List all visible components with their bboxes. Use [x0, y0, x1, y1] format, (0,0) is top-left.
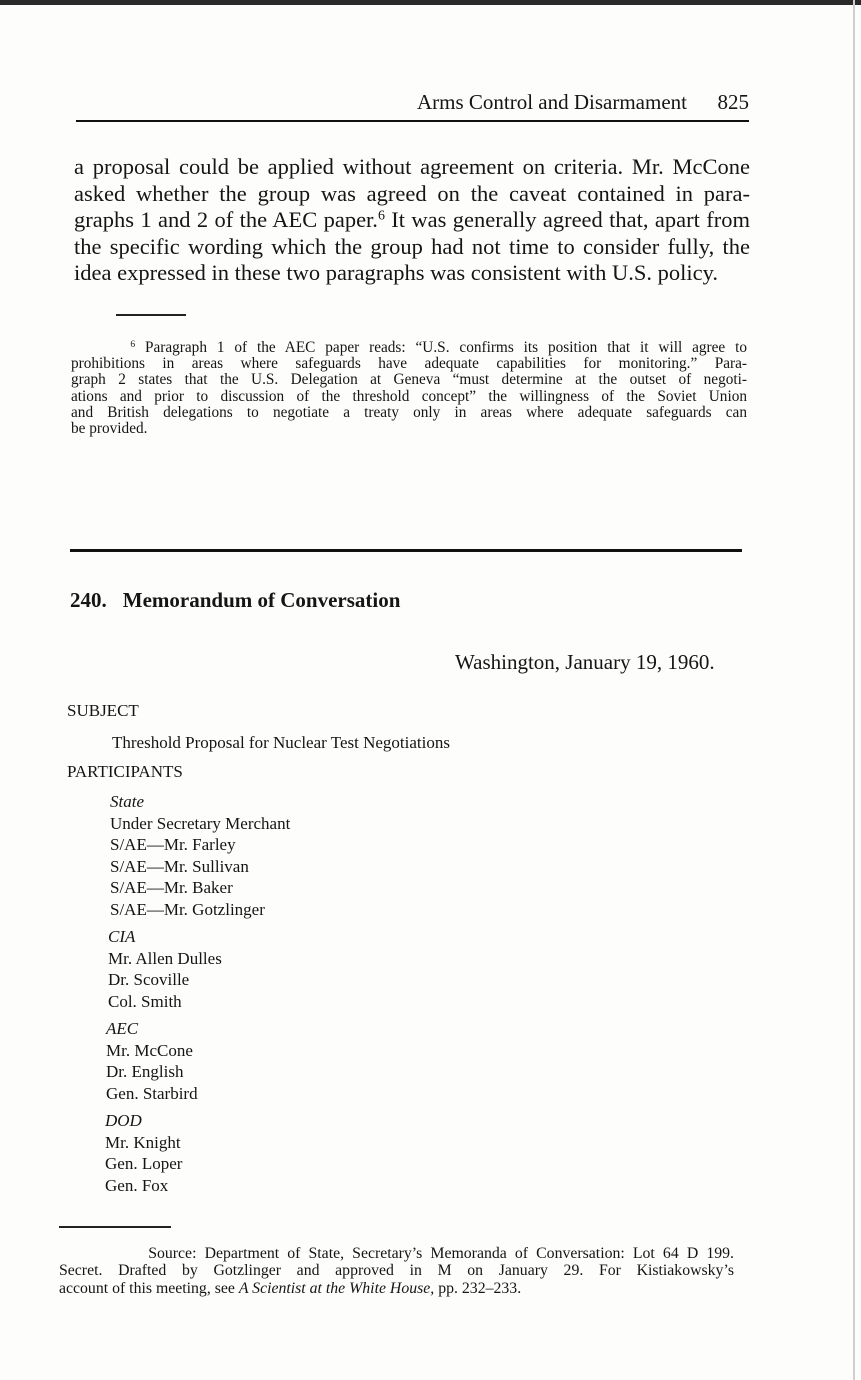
source-line: account of this meeting, see A Scientist at the White House, pp. 232–233. — [59, 1279, 522, 1297]
document-title: Memorandum of Conversation — [122, 588, 401, 612]
paragraph-line-start: graphs 1 and 2 of the AEC paper. — [74, 207, 378, 232]
participant: S/AE—Mr. Baker — [110, 878, 233, 897]
subject-label: SUBJECT — [67, 701, 139, 720]
source-note — [59, 1245, 734, 1297]
document-number: 240. — [70, 588, 107, 612]
source-line: Secret. Drafted by Gotzlinger and approved in M on January 29. For Kistiakowsky’s — [59, 1262, 734, 1280]
participant: Dr. English — [106, 1062, 184, 1081]
running-header-title: Arms Control and Disarmament — [416, 90, 687, 114]
source-line: Source: Department of State, Secretary’s Memoranda of Conversation: Lot 64 D 199. — [148, 1245, 734, 1262]
paragraph-line-end: It was generally agreed that, apart from — [391, 207, 750, 232]
footnote-reference: 6 — [377, 208, 385, 224]
participant: Dr. Scoville — [108, 970, 190, 989]
participant: Gen. Loper — [105, 1154, 183, 1173]
footnote-line: $^6$ Paragraph 1 of the AEC paper reads: “U.S. confirms its position that it will agree to — [130, 339, 747, 356]
participant: S/AE—Mr. Farley — [110, 835, 236, 854]
dateline: Washington, January 19, 1960. — [455, 650, 715, 674]
subject-text: Threshold Proposal for Nuclear Test Negotiations — [112, 733, 450, 752]
participant: S/AE—Mr. Gotzlinger — [110, 899, 265, 919]
participants-list — [105, 791, 291, 1196]
footnote-divider — [116, 314, 186, 316]
footnote-line: graph 2 states that the U.S. Delegation at Geneva “must determine at the outset of negoti- — [71, 371, 747, 389]
paragraph-line — [74, 207, 750, 234]
source-divider — [59, 1226, 171, 1228]
footnote-line: be provided. — [71, 420, 148, 438]
section-divider — [70, 549, 742, 552]
participant: Mr. Knight — [105, 1132, 181, 1152]
page-top-edge — [0, 0, 861, 5]
book-title: A Scientist at the White House, — [238, 1279, 435, 1297]
running-header — [76, 88, 749, 122]
document-heading — [70, 588, 400, 613]
page-right-edge — [853, 0, 855, 1380]
paragraph-line: a proposal could be applied without agreement on criteria. Mr. McCone — [74, 154, 750, 179]
participants-label: PARTICIPANTS — [67, 762, 183, 781]
participant: S/AE—Mr. Sullivan — [110, 856, 249, 876]
participant: Mr. McCone — [106, 1040, 193, 1060]
group-name: DOD — [105, 1111, 142, 1130]
participant: Col. Smith — [108, 991, 182, 1011]
participant-group-state — [110, 791, 290, 920]
participant-group-dod — [105, 1110, 290, 1196]
footnote-line: prohibitions in areas where safeguards have adequate capabilities for monitoring.” Para- — [71, 355, 747, 373]
group-name: AEC — [106, 1019, 139, 1038]
paragraph-line: asked whether the group was agreed on the caveat contained in para- — [74, 180, 750, 206]
group-name: CIA — [108, 927, 136, 946]
footnote — [71, 340, 747, 437]
paragraph-line: idea expressed in these two paragraphs was consistent with U.S. policy. — [74, 260, 719, 285]
paragraph-line: the specific wording which the group had not time to consider fully, the — [74, 233, 750, 259]
body-paragraph — [74, 154, 750, 287]
participant: Gen. Starbird — [106, 1083, 198, 1103]
footnote-number: 6 — [130, 339, 136, 350]
footnote-line: ations and prior to discussion of the threshold concept” the willingness of the Soviet Union — [71, 387, 747, 405]
group-name: State — [110, 792, 144, 811]
participant: Under Secretary Merchant — [110, 813, 291, 833]
page-number: 825 — [717, 90, 749, 114]
footnote-line: and British delegations to negotiate a treaty only in areas where adequate safeguards can — [71, 403, 747, 421]
participant-group-aec — [106, 1018, 290, 1104]
participant-group-cia — [108, 926, 290, 1012]
participant: Mr. Allen Dulles — [108, 948, 222, 968]
participant: Gen. Fox — [105, 1175, 169, 1195]
